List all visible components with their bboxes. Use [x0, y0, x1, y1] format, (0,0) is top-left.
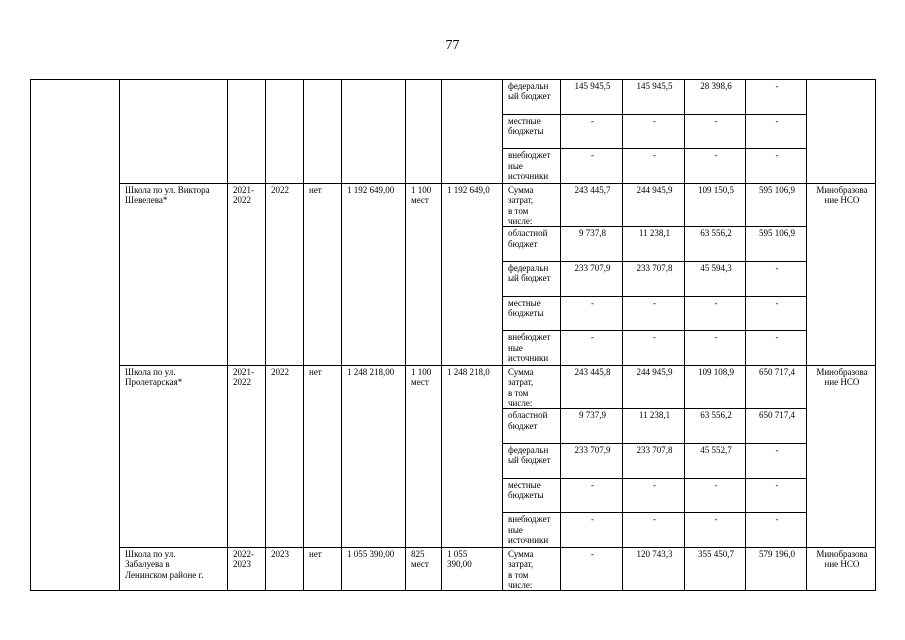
table-row	[31, 547, 876, 591]
value-cell: -	[623, 331, 685, 366]
value-cell: 233 707,8	[623, 262, 685, 297]
value-cell: -	[746, 114, 807, 149]
value-cell: 145 945,5	[623, 80, 685, 115]
value-cell: -	[623, 296, 685, 331]
value-cell: -	[746, 513, 807, 548]
source-cell: внебюджет ные источники	[503, 513, 561, 548]
value-cell: -	[623, 149, 685, 184]
value-cell: 579 196,0	[746, 547, 807, 591]
value-cell: 120 743,3	[623, 547, 685, 591]
value-cell: 11 238,1	[623, 409, 685, 444]
budget-table	[30, 79, 876, 591]
value-cell: 244 945,9	[623, 183, 685, 227]
source-cell: федеральн ый бюджет	[503, 444, 561, 479]
value-cell: -	[685, 513, 746, 548]
capacity-cell	[406, 80, 442, 184]
value-cell: 145 945,5	[561, 80, 623, 115]
value-cell: 9 737,8	[561, 227, 623, 262]
value-cell: 28 398,6	[685, 80, 746, 115]
project-flag: нет	[304, 365, 342, 547]
project-name: Школа по ул. Пролетарская*	[120, 365, 228, 547]
value-cell: -	[623, 513, 685, 548]
value-cell: 109 150,5	[685, 183, 746, 227]
source-cell: внебюджет ные источники	[503, 331, 561, 366]
value-cell: -	[685, 149, 746, 184]
value-cell: -	[685, 296, 746, 331]
value-cell: 233 707,9	[561, 444, 623, 479]
source-cell: местные бюджеты	[503, 478, 561, 513]
project-flag: нет	[304, 183, 342, 365]
project-cost: 1 192 649,00	[342, 183, 406, 365]
source-cell: внебюджет ные источники	[503, 149, 561, 184]
value-cell: 243 445,8	[561, 365, 623, 409]
period-cell	[228, 80, 266, 184]
project-responsible: Минобразова ние НСО	[807, 547, 876, 591]
value-cell: -	[623, 114, 685, 149]
value-cell: 63 556,2	[685, 227, 746, 262]
value-cell: 233 707,9	[561, 262, 623, 297]
source-cell: местные бюджеты	[503, 114, 561, 149]
value-cell: -	[685, 114, 746, 149]
project-flag: нет	[304, 547, 342, 591]
project-year: 2023	[266, 547, 304, 591]
value-cell: 233 707,8	[623, 444, 685, 479]
section-cell	[31, 80, 120, 591]
value-cell: -	[746, 80, 807, 115]
source-cell: Сумма затрат, в том числе:	[503, 547, 561, 591]
project-period: 2022- 2023	[228, 547, 266, 591]
value-cell: 109 108,9	[685, 365, 746, 409]
value-cell: 63 556,2	[685, 409, 746, 444]
project-capacity: 1 100 мест	[406, 365, 442, 547]
value-cell: -	[746, 444, 807, 479]
year-cell	[266, 80, 304, 184]
table-row	[31, 183, 876, 227]
project-cost2: 1 192 649,0	[442, 183, 503, 365]
project-period: 2021- 2022	[228, 365, 266, 547]
value-cell: 650 717,4	[746, 365, 807, 409]
project-capacity: 1 100 мест	[406, 183, 442, 365]
value-cell: -	[746, 331, 807, 366]
value-cell: 595 106,9	[746, 227, 807, 262]
value-cell: 650 717,4	[746, 409, 807, 444]
source-cell: областной бюджет	[503, 409, 561, 444]
value-cell: -	[746, 478, 807, 513]
value-cell: -	[746, 149, 807, 184]
source-cell: Сумма затрат, в том числе:	[503, 183, 561, 227]
project-cost: 1 248 218,00	[342, 365, 406, 547]
value-cell: -	[561, 547, 623, 591]
responsible-cell	[807, 80, 876, 184]
value-cell: -	[746, 262, 807, 297]
value-cell: -	[561, 114, 623, 149]
cost-cell	[342, 80, 406, 184]
value-cell: -	[561, 149, 623, 184]
source-cell: федеральн ый бюджет	[503, 262, 561, 297]
project-responsible: Минобразова ние НСО	[807, 183, 876, 365]
page-number: 77	[445, 38, 460, 53]
value-cell: 355 450,7	[685, 547, 746, 591]
value-cell: 243 445,7	[561, 183, 623, 227]
project-cost: 1 055 390,00	[342, 547, 406, 591]
value-cell: -	[746, 296, 807, 331]
value-cell: -	[561, 296, 623, 331]
project-capacity: 825 мест	[406, 547, 442, 591]
project-year: 2022	[266, 365, 304, 547]
source-cell: Сумма затрат, в том числе:	[503, 365, 561, 409]
value-cell: 595 106,9	[746, 183, 807, 227]
value-cell: 244 945,9	[623, 365, 685, 409]
project-year: 2022	[266, 183, 304, 365]
name-cell	[120, 80, 228, 184]
value-cell: -	[561, 331, 623, 366]
table-row	[31, 80, 876, 115]
flag-cell	[304, 80, 342, 184]
table-row	[31, 365, 876, 409]
value-cell: -	[561, 513, 623, 548]
source-cell: федеральн ый бюджет	[503, 80, 561, 115]
project-period: 2021- 2022	[228, 183, 266, 365]
project-name: Школа по ул. Виктора Шевелева*	[120, 183, 228, 365]
value-cell: -	[623, 478, 685, 513]
cost2-cell	[442, 80, 503, 184]
project-cost2: 1 248 218,0	[442, 365, 503, 547]
source-cell: областной бюджет	[503, 227, 561, 262]
value-cell: -	[685, 331, 746, 366]
value-cell: 45 594,3	[685, 262, 746, 297]
value-cell: 9 737,9	[561, 409, 623, 444]
value-cell: 45 552,7	[685, 444, 746, 479]
source-cell: местные бюджеты	[503, 296, 561, 331]
project-name: Школа по ул. Забалуева в Ленинском районе г.	[120, 547, 228, 591]
project-responsible: Минобразова ние НСО	[807, 365, 876, 547]
project-cost2: 1 055 390,00	[442, 547, 503, 591]
value-cell: -	[561, 478, 623, 513]
value-cell: 11 238,1	[623, 227, 685, 262]
value-cell: -	[685, 478, 746, 513]
